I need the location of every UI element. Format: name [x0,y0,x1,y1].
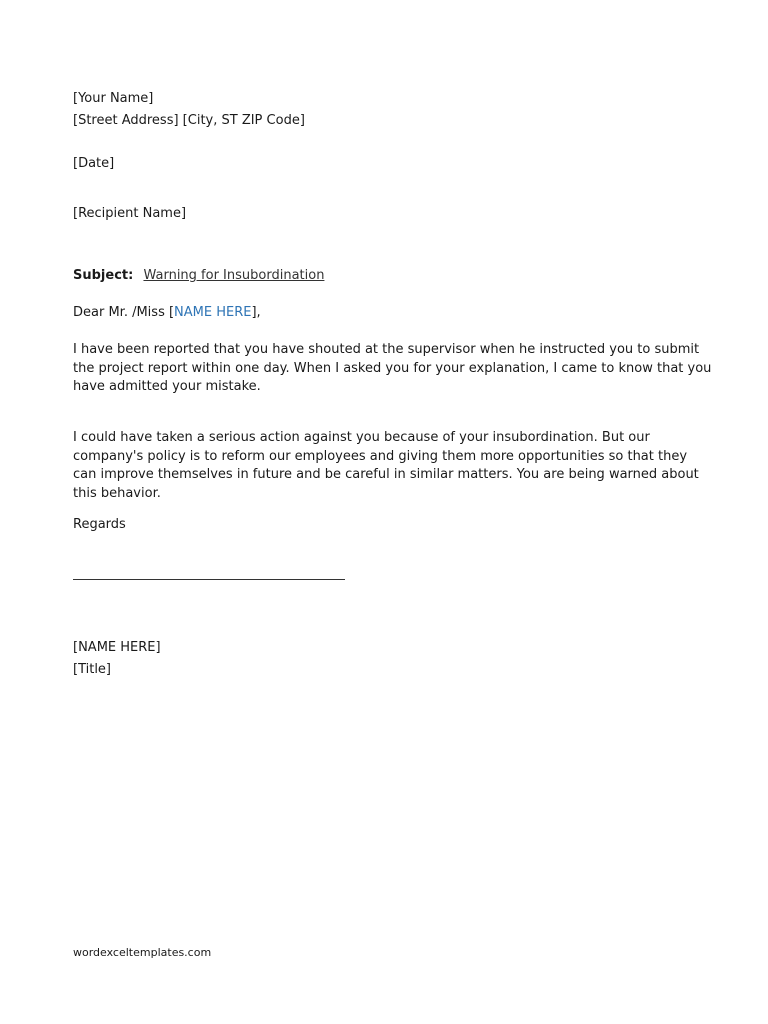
subject-line [73,267,324,285]
salutation [73,304,261,322]
letter-date: [Date] [73,156,115,171]
body-paragraph-1: I have been reported that you have shouted at the supervisor when he instructed you to submit the project report within one day. When I asked you for your explanation, I came to know that you have admitted your mistake. [73,342,712,395]
signature-name: [NAME HERE] [73,640,161,655]
salutation-suffix: ], [251,305,261,320]
sender-address: [Street Address] [City, ST ZIP Code] [73,113,305,128]
signature-title: [Title] [73,662,112,677]
salutation-name-placeholder: NAME HERE [174,305,252,320]
signature-line [73,579,345,580]
closing: Regards [73,517,126,532]
sender-name: [Your Name] [73,91,154,106]
recipient-name: [Recipient Name] [73,206,187,221]
subject-value: Warning for Insubordination [143,268,325,283]
subject-label: Subject: [73,268,134,283]
salutation-prefix: Dear Mr. /Miss [ [73,305,175,320]
letter-page [73,0,713,1024]
body-paragraph-2: I could have taken a serious action against you because of your insubordination. But our company's policy is to reform our employees and giving them more opportunities so that they can improve themselves in future and be careful in similar matters. You are being warned about this behavior. [73,430,699,502]
footer-website: wordexceltemplates.com [73,946,212,959]
